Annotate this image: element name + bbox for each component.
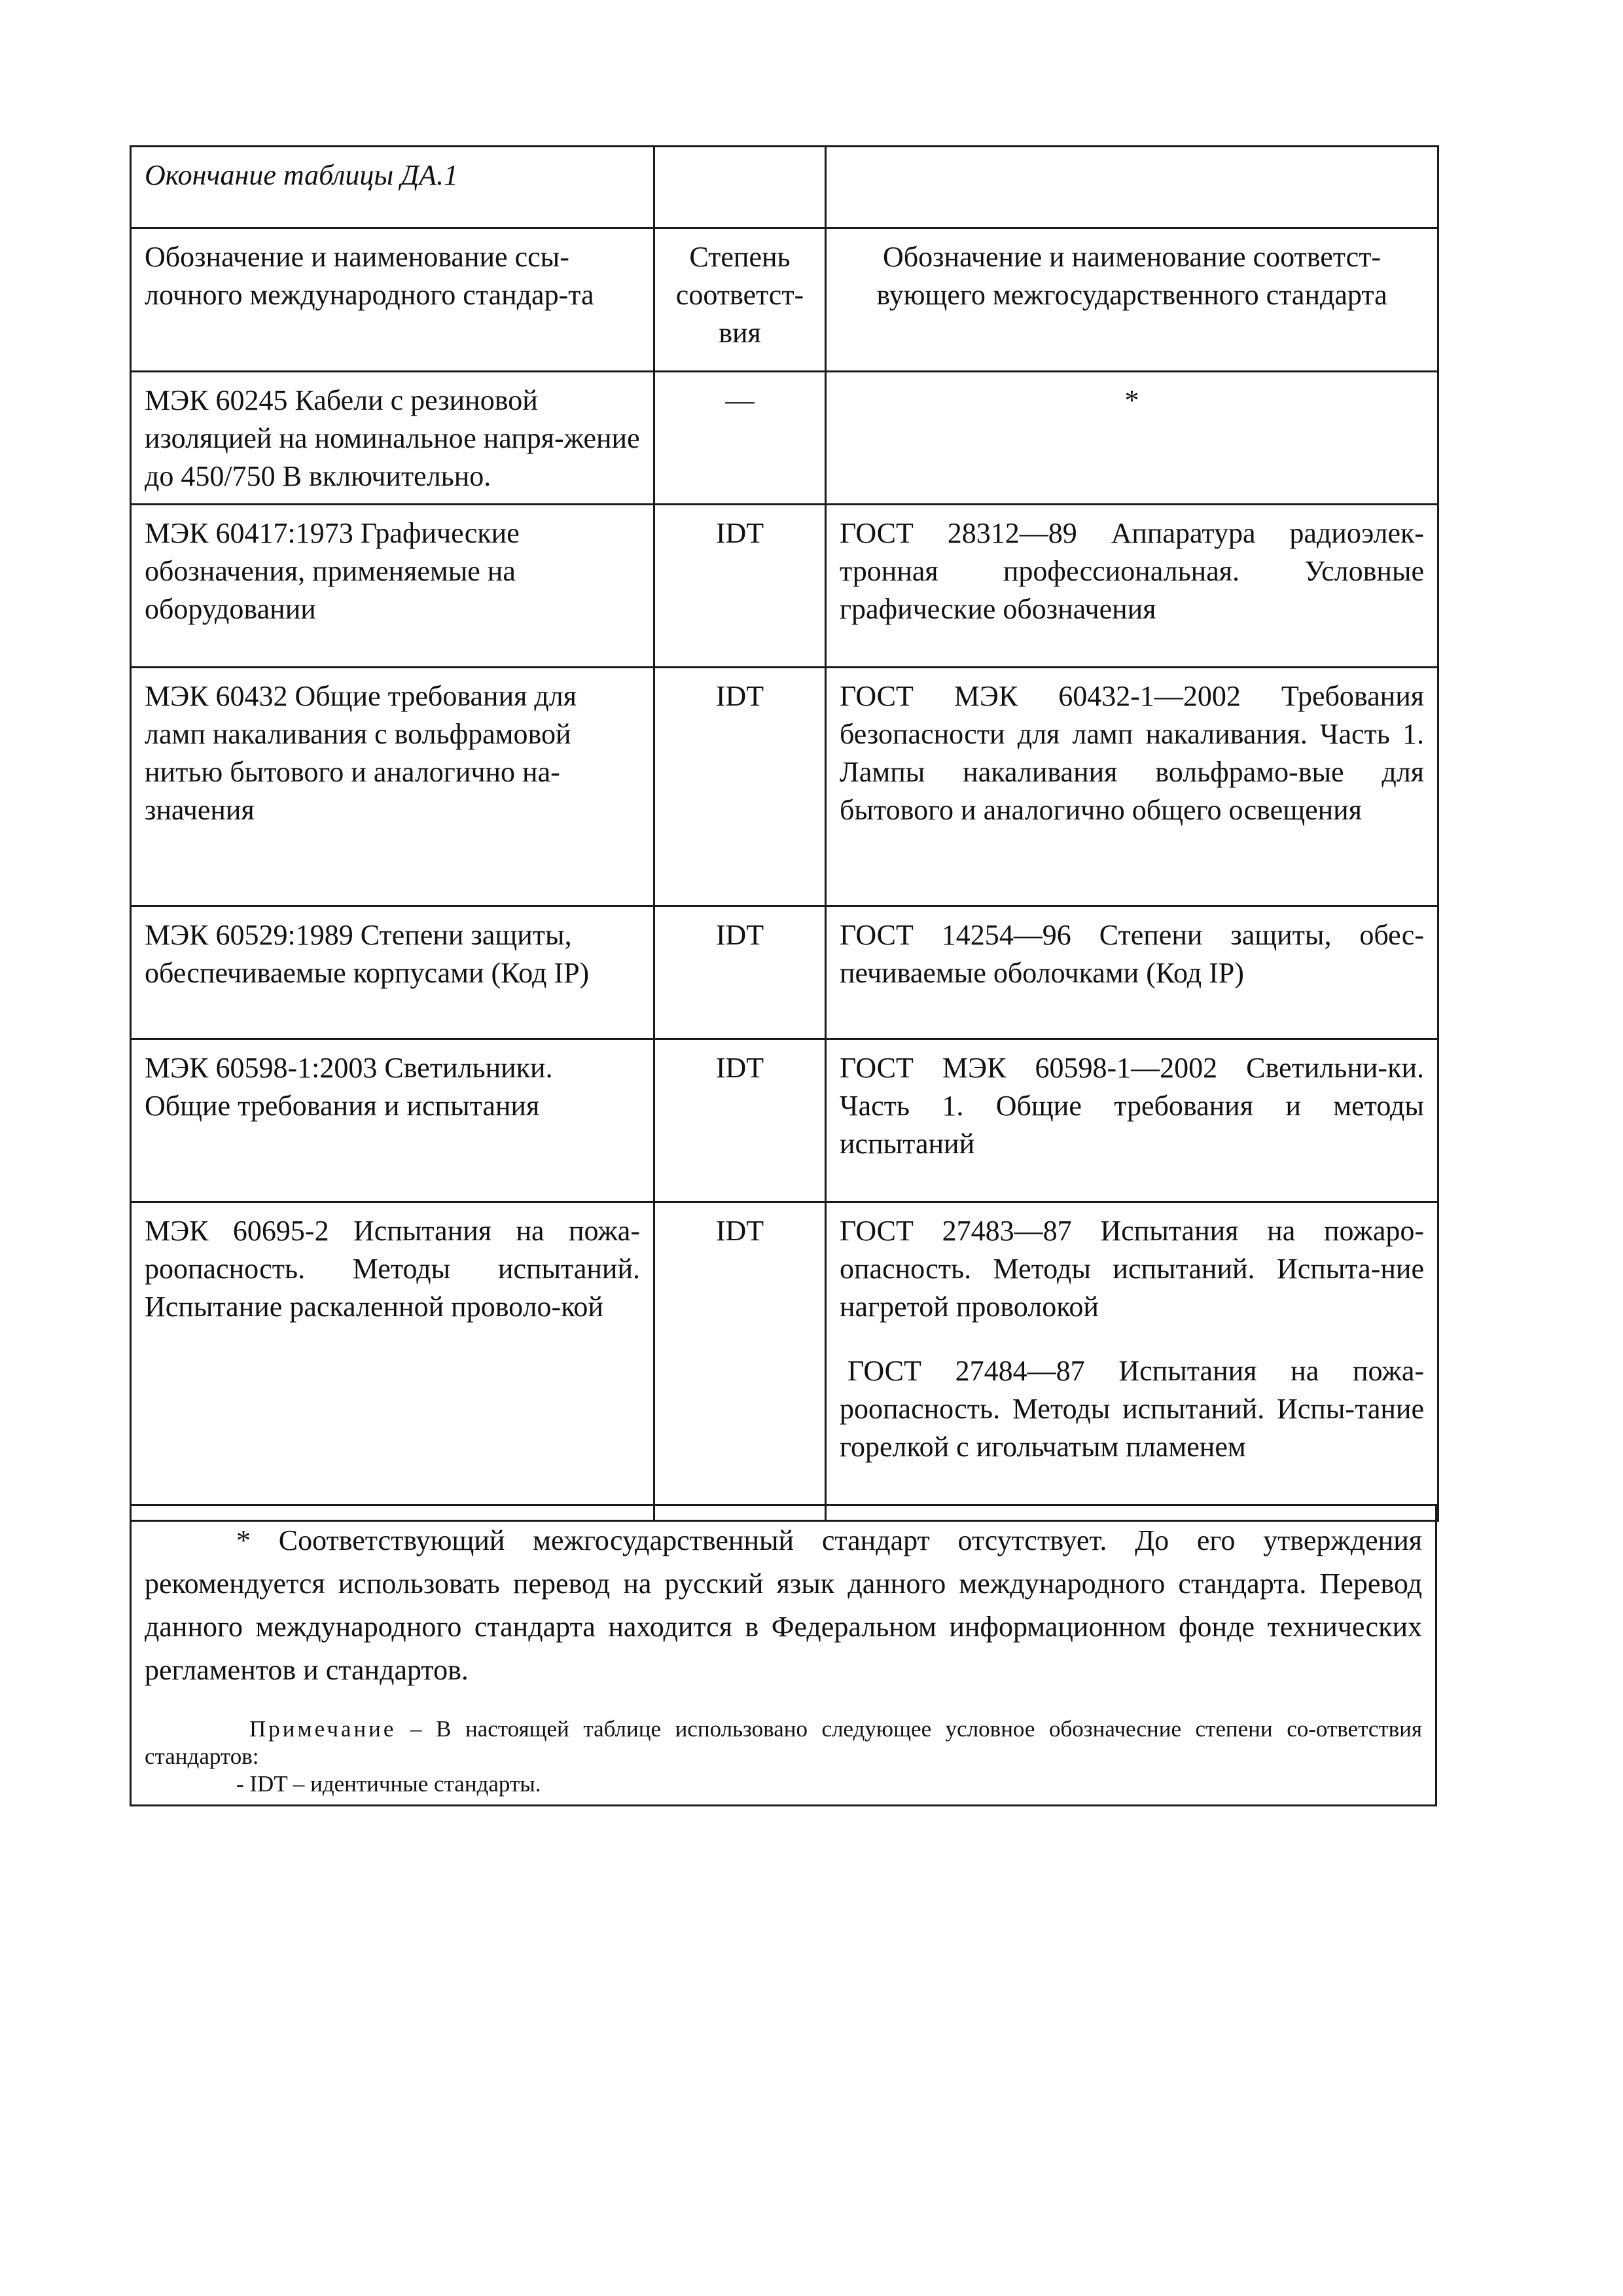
note-text: – В настоящей таблице использовано следующее условное обозначесние степени со-ответствия стандартов: (145, 1716, 1422, 1769)
cell-degree: IDT (654, 668, 826, 906)
cell-gost-standard: * (826, 372, 1438, 505)
cell-degree: IDT (654, 1039, 826, 1202)
caption-empty-cell (826, 147, 1438, 228)
header-gost-standard: Обозначение и наименование соответст-вующего межгосударственного стандарта (826, 228, 1438, 372)
cell-degree: IDT (654, 505, 826, 668)
header-degree: Степень соответст-вия (654, 228, 826, 372)
cell-gost-standard (826, 1202, 1438, 1521)
table-caption-text: Окончание таблицы ДА.1 (145, 159, 459, 191)
standards-correspondence-table (130, 145, 1439, 1522)
table-row (131, 1039, 1438, 1202)
note-paragraph (145, 1715, 1422, 1770)
caption-empty-cell (654, 147, 826, 228)
table-row (131, 906, 1438, 1039)
table-footnote-box (130, 1504, 1437, 1806)
gost-standard-entry: ГОСТ 27484—87 Испытания на пожа-роопасность. Методы испытаний. Испы-тание горелкой с игольчатым пламенем (840, 1355, 1424, 1463)
cell-intl-standard: МЭК 60417:1973 Графические обозначения, применяемые на оборудовании (131, 505, 654, 668)
cell-degree: — (654, 372, 826, 505)
cell-intl-standard: МЭК 60529:1989 Степени защиты, обеспечиваемые корпусами (Код IP) (131, 906, 654, 1039)
table-row (131, 505, 1438, 668)
cell-gost-standard: ГОСТ МЭК 60598-1—2002 Светильни-ки. Часть 1. Общие требования и методы испытаний (826, 1039, 1438, 1202)
note-item: - IDT – идентичные стандарты. (236, 1771, 541, 1797)
footnote-text: * Соответствующий межгосударственный стандарт отсутствует. До его утверждения рекомендуется использовать перевод на русский язык данного международного стандарта. Перевод данного международного стандарта находится в Федеральном информационном фонде технических регламентов и стандартов. (145, 1524, 1422, 1686)
note-label: Примечание (249, 1716, 397, 1742)
table-row (131, 372, 1438, 505)
cell-gost-standard: ГОСТ МЭК 60432-1—2002 Требования безопасности для ламп накаливания. Часть 1. Лампы накаливания вольфрамо-вые для бытового и аналогично общего освещения (826, 668, 1438, 906)
table-row (131, 1202, 1438, 1521)
cell-degree: IDT (654, 906, 826, 1039)
table-row (131, 668, 1438, 906)
cell-intl-standard: МЭК 60695-2 Испытания на пожа-роопасность. Методы испытаний. Испытание раскаленной проволо-кой (131, 1202, 654, 1521)
header-intl-standard: Обозначение и наименование ссы-лочного международного стандар-та (131, 228, 654, 372)
cell-intl-standard: МЭК 60598-1:2003 Светильники. Общие требования и испытания (131, 1039, 654, 1202)
cell-gost-standard: ГОСТ 28312—89 Аппаратура радиоэлек-тронная профессиональная. Условные графические обозначения (826, 505, 1438, 668)
cell-gost-standard: ГОСТ 14254—96 Степени защиты, обес-печиваемые оболочками (Код IP) (826, 906, 1438, 1039)
gost-standard-entry: ГОСТ 27483—87 Испытания на пожаро-опасность. Методы испытаний. Испыта-ние нагретой проволокой (840, 1215, 1424, 1323)
cell-intl-standard: МЭК 60432 Общие требования для ламп накаливания с вольфрамовой нитью бытового и аналогично на-значения (131, 668, 654, 906)
caption-row (131, 147, 1438, 228)
cell-degree: IDT (654, 1202, 826, 1521)
header-row (131, 228, 1438, 372)
cell-intl-standard: МЭК 60245 Кабели с резиновой изоляцией на номинальное напря-жение до 450/750 В включительно. (131, 372, 654, 505)
table-caption (131, 147, 654, 228)
